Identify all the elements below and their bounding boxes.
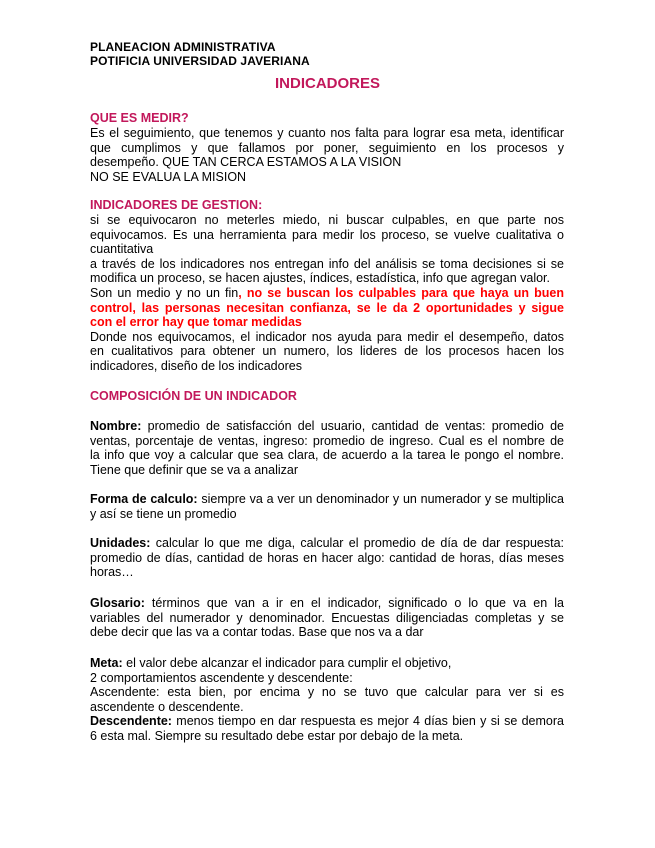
text-line: ventas, porcentaje de ventas, ingreso: promedio de ingreso. Cual es el nombre de: [90, 433, 564, 448]
glosario-paragraph: [90, 596, 564, 640]
text-line: [90, 419, 564, 434]
text-line: Ascendente: esta bien, por encima y no se tuvo que calcular para ver si es: [90, 685, 564, 700]
nombre-paragraph: [90, 419, 564, 477]
heading-medir: QUE ES MEDIR?: [90, 111, 189, 125]
text-line: la info que voy a calcular que sea clara, de acuerdo a la tarea le pongo el nombre.: [90, 448, 564, 463]
text-line: variables del numerador y denominador. Encuestas diligenciadas completas y se: [90, 610, 564, 625]
text-line: equivocamos. Es una herramienta para medir los proceso, se vuelve cualitativa o: [90, 227, 564, 242]
text-run: siempre va a ver un denominador y un numerador y se multiplica: [197, 492, 564, 506]
text-line: que cumplimos y que fallamos por poner, seguimiento en los procesos y: [90, 140, 564, 155]
text-run: menos tiempo en dar respuesta es mejor 4 días bien y si se demora: [171, 714, 564, 729]
text-line: 2 comportamientos ascendente y descendente:: [90, 670, 353, 685]
text-line: [90, 656, 564, 671]
heading-composicion: COMPOSICIÓN DE UN INDICADOR: [90, 389, 297, 403]
highlight-text: , no se buscan los culpables para que haya un buen: [238, 285, 564, 300]
text-line: modifica un proceso, se hacen ajustes, índices, estadística, info que agregan valor.: [90, 271, 550, 286]
term-label: Descendente:: [90, 714, 172, 729]
header-university: POTIFICIA UNIVERSIDAD JAVERIANA: [90, 54, 310, 68]
text-line: [90, 492, 564, 507]
header-course: PLANEACION ADMINISTRATIVA: [90, 40, 276, 54]
term-label: Meta:: [90, 656, 123, 670]
text-line: NO SE EVALUA LA MISION: [90, 169, 247, 184]
meta-paragraph: [90, 656, 564, 744]
heading-gestion: INDICADORES DE GESTION:: [90, 198, 263, 212]
gestion-paragraph-1: [90, 213, 564, 374]
term-label: Nombre:: [90, 419, 142, 433]
text-line: si se equivocaron no meterles miedo, ni buscar culpables, en que parte nos: [90, 213, 564, 227]
text-line: Donde nos equivocamos, el indicador nos ayuda para medir el desempeño, datos: [90, 329, 564, 344]
text-line: a través de los indicadores nos entregan info del análisis se toma decisiones si se: [90, 256, 564, 271]
text-line: cuantitativa: [90, 242, 154, 257]
text-line: y así se tiene un promedio: [90, 506, 237, 521]
text-line: [90, 286, 564, 301]
text-line: Tiene que definir que se va a analizar: [90, 462, 299, 477]
term-label: Unidades:: [90, 536, 151, 550]
highlight-text: control, las personas necesitan confianza, se le da 2 oportunidades y sigue: [90, 300, 564, 315]
text-line: promedio de días, cantidad de horas en hacer algo: cantidad de horas, días meses: [90, 550, 564, 565]
text-line: ascendente o descendente.: [90, 699, 244, 714]
term-label: Forma de calculo:: [90, 492, 198, 506]
text-line: indicadores, diseño de los indicadores: [90, 358, 302, 373]
text-line: [90, 536, 564, 551]
text-line: en cualitativos para obtener un numero, los lideres de los procesos hacen los: [90, 344, 564, 359]
text-run: Son un medio y no un fin: [90, 285, 239, 300]
text-line: desempeño. QUE TAN CERCA ESTAMOS A LA VISION: [90, 155, 402, 170]
text-run: el valor debe alcanzar el indicador para cumplir el objetivo,: [122, 656, 452, 670]
text-line: horas…: [90, 565, 134, 580]
text-line: 6 esta mal. Siempre su resultado debe estar por debajo de la meta.: [90, 728, 464, 743]
highlight-text: con el error hay que tomar medidas: [90, 315, 302, 330]
unidades-paragraph: [90, 536, 564, 580]
term-label: Glosario:: [90, 596, 145, 610]
text-line: debe decir que las va a contar todas. Base que nos va a dar: [90, 625, 424, 640]
medir-paragraph: [90, 126, 564, 184]
forma-paragraph: [90, 492, 564, 521]
text-run: calcular lo que me diga, calcular el promedio de día de dar respuesta:: [150, 536, 564, 550]
page-title: INDICADORES: [274, 75, 380, 92]
text-line: [90, 714, 564, 729]
text-run: términos que van a ir en el indicador, significado o lo que va en la: [144, 596, 564, 610]
text-line: [90, 596, 564, 611]
text-run: promedio de satisfacción del usuario, cantidad de ventas: promedio de: [141, 419, 564, 433]
text-line: Es el seguimiento, que tenemos y cuanto nos falta para lograr esa meta, identificar: [90, 126, 564, 140]
